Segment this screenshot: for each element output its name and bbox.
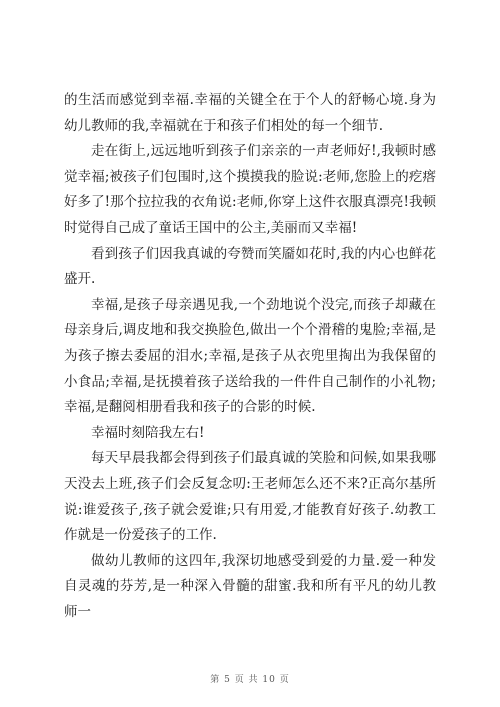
document-body [64,88,436,625]
paragraph-3: 看到孩子们因我真诚的夸赞而笑靥如花时,我的内心也鲜花盛开. [64,245,436,288]
page-number-footer: 第 5 页 共 10 页 [210,675,290,685]
paragraph-6: 每天早晨我都会得到孩子们最真诚的笑脸和问候,如果我哪天没去上班,孩子们会反复念叨:王老师怎么还不来?正高尔基所说:谁爱孩子,孩子就会爱谁;只有用爱,才能教育好孩子.幼教工作就是一份爱孩子的工作. [64,450,436,544]
paragraph-2: 走在街上,远远地听到孩子们亲亲的一声老师好!,我顿时感觉幸福;被孩子们包围时,这个摸摸我的脸说:老师,您脸上的疙瘩好多了!那个拉拉我的衣角说:老师,你穿上这件衣服真漂亮!我顿时觉得自己成了童话王国中的公主,美丽而又幸福! [64,143,436,236]
paragraph-4: 幸福,是孩子母亲遇见我,一个劲地说个没完,而孩子却藏在母亲身后,调皮地和我交换脸色,做出一个个滑稽的鬼脸;幸福,是为孩子擦去委屈的泪水;幸福,是孩子从衣兜里掏出为我保留的小食品;幸福,是抚摸着孩子送给我的一件件自己制作的小礼物;幸福,是翻阅相册看我和孩子的合影的时候. [64,296,436,416]
paragraph-1: 的生活而感觉到幸福.幸福的关键全在于个人的舒畅心境.身为幼儿教师的我,幸福就在于和孩子们相处的每一个细节. [64,92,436,134]
paragraph-5: 幸福时刻陪我左右! [91,424,205,441]
paragraph-7: 做幼儿教师的这四年,我深切地感受到爱的力量.爱一种发自灵魂的芬芳,是一种深入骨髓的甜蜜.我和所有平凡的幼儿教师一 [64,552,436,620]
